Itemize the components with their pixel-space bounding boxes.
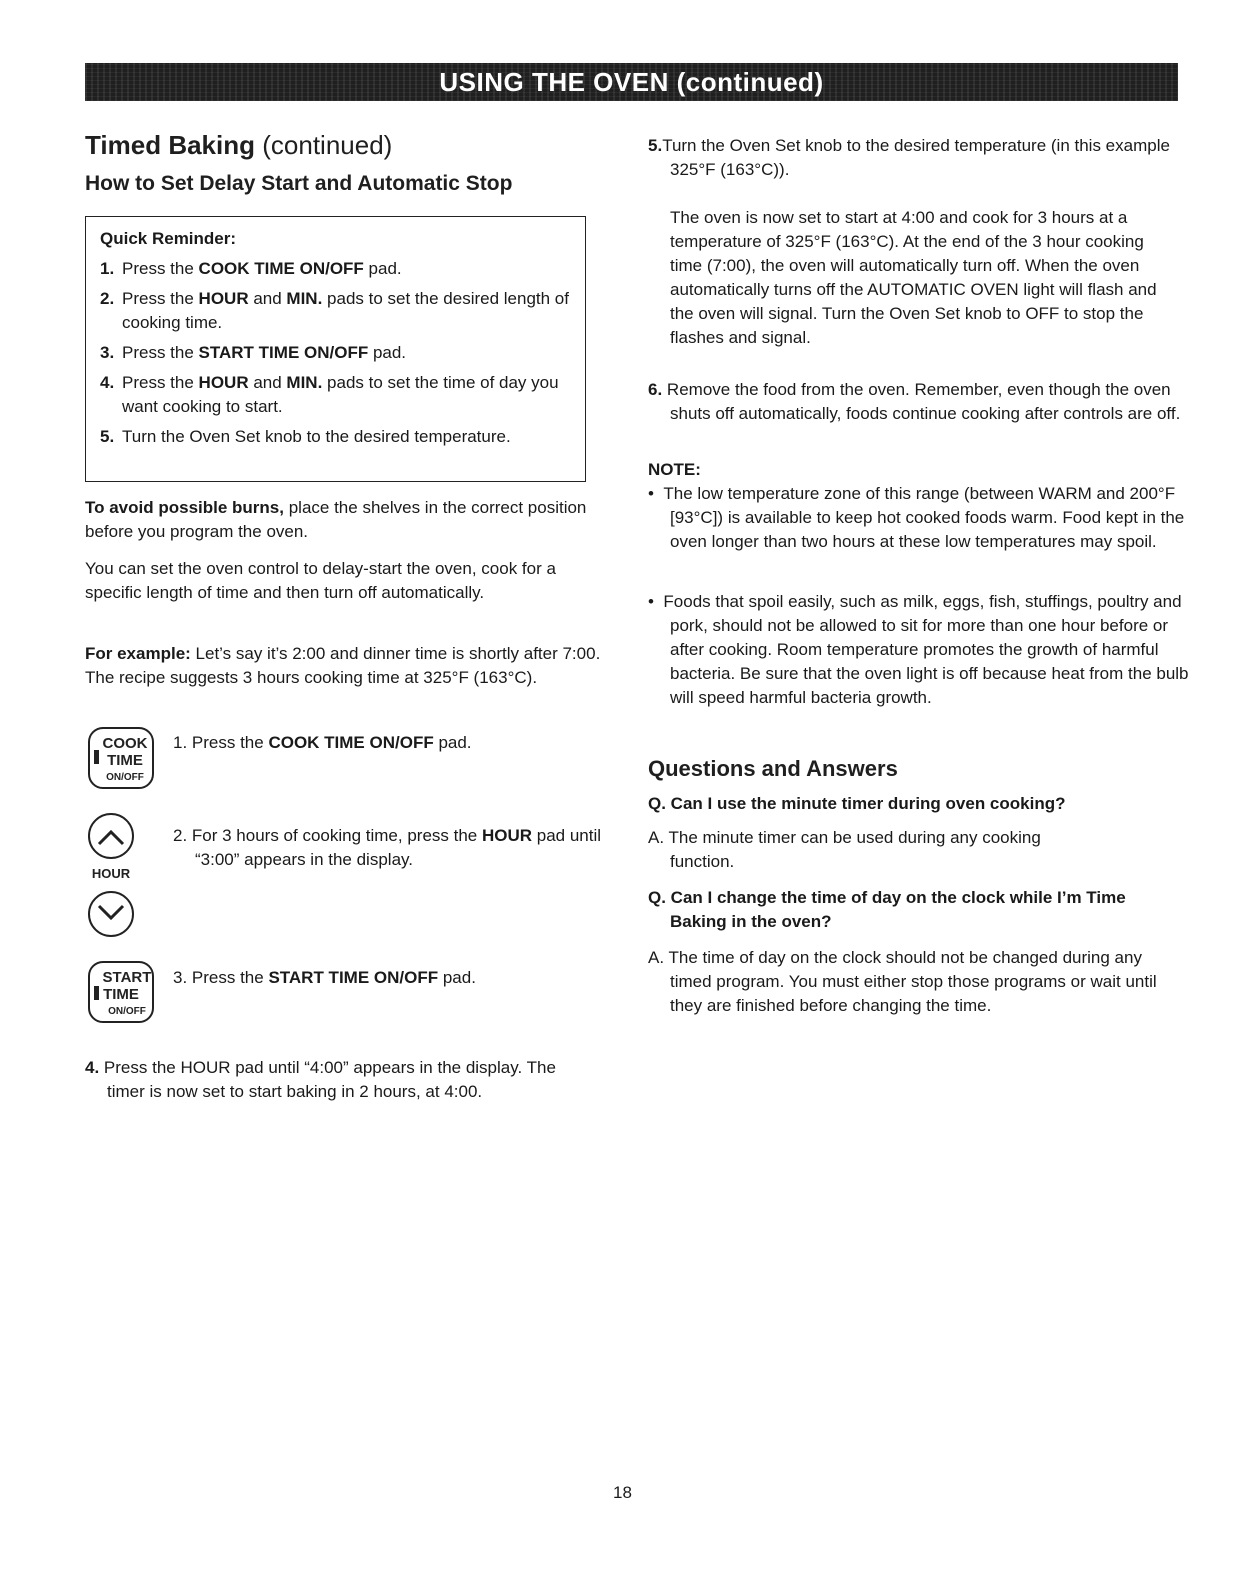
note-bullet: • The low temperature zone of this range (between WARM and 200°F [93°C]) is available to keep hot cooked foods warm. Food kept in the oven longer than two hours at these low temperatures may spoil. bbox=[648, 484, 1185, 551]
qa-title: Questions and Answers bbox=[648, 756, 898, 781]
start-line3: ON/OFF bbox=[108, 1006, 146, 1017]
page-number: 18 bbox=[613, 1483, 632, 1502]
reminder-step bbox=[100, 257, 571, 281]
step-5 bbox=[648, 134, 1180, 182]
page-title bbox=[85, 130, 392, 161]
step-text: Press the START TIME ON/OFF pad. bbox=[122, 343, 407, 362]
step-6-number: 6. bbox=[648, 380, 663, 399]
chevron-down-icon bbox=[99, 906, 123, 918]
step-number: 4. bbox=[100, 373, 115, 392]
chevron-up-icon bbox=[99, 832, 123, 844]
step-1: 1. Press the COOK TIME ON/OFF pad. bbox=[173, 733, 472, 752]
reminder-step bbox=[100, 371, 571, 419]
section-banner bbox=[85, 63, 1178, 101]
start-line2: TIME bbox=[103, 986, 139, 1003]
step-2: 2. For 3 hours of cooking time, press the HOUR pad until “3:00” appears in the display. bbox=[173, 826, 602, 869]
step-number: 1. bbox=[100, 259, 115, 278]
note-bullet-text: The low temperature zone of this range (between WARM and 200°F [93°C]) is available to keep hot cooked foods warm. Food kept in the oven longer than two hours at these low temperatures may spoil. bbox=[663, 484, 1185, 551]
question-1: Q. Can I use the minute timer during oven cooking? bbox=[648, 794, 1066, 813]
cook-line2: TIME bbox=[107, 752, 143, 769]
step-text: Press the HOUR and MIN. pads to set the desired length of cooking time. bbox=[122, 289, 569, 332]
step-number: 2. bbox=[100, 289, 115, 308]
step-text: Press the COOK TIME ON/OFF pad. bbox=[122, 259, 402, 278]
hour-up-circle bbox=[89, 814, 133, 858]
reminder-step bbox=[100, 287, 571, 335]
example-label: For example: bbox=[85, 644, 191, 663]
step-5-text: Turn the Oven Set knob to the desired temperature (in this example 325°F (163°C)). bbox=[662, 136, 1170, 179]
step-4 bbox=[85, 1056, 557, 1104]
delay-paragraph: You can set the oven control to delay-start the oven, cook for a specific length of time and then turn off automatically. bbox=[85, 559, 556, 602]
step-number: 3. bbox=[100, 343, 115, 362]
step-6-text: Remove the food from the oven. Remember, even though the oven shuts off automatically, foods continue cooking after controls are off. bbox=[666, 380, 1181, 423]
banner-title: USING THE OVEN (continued) bbox=[439, 66, 824, 97]
title-text: Timed Baking bbox=[85, 130, 256, 160]
cook-line3: ON/OFF bbox=[106, 772, 144, 783]
section-subtitle: How to Set Delay Start and Automatic Stop bbox=[85, 172, 513, 195]
question-2: Q. Can I change the time of day on the clock while I’m Time Baking in the oven? bbox=[648, 888, 1126, 931]
burns-warning: To avoid possible burns, bbox=[85, 498, 284, 517]
reminder-step bbox=[100, 425, 571, 449]
example-text: Let’s say it’s 2:00 and dinner time is shortly after 7:00. The recipe suggests 3 hours cooking time at 325°F (163°C). bbox=[85, 644, 601, 687]
note-title: NOTE: bbox=[648, 460, 701, 479]
hour-label: HOUR bbox=[91, 866, 131, 881]
start-line1: START bbox=[102, 969, 152, 986]
quick-reminder-box bbox=[85, 216, 586, 482]
step-4-number: 4. bbox=[85, 1058, 100, 1077]
burns-text: place the shelves in the correct position before you program the oven. bbox=[85, 498, 587, 541]
start-time-pad-icon bbox=[85, 958, 157, 1026]
reminder-step bbox=[100, 341, 571, 365]
note-bullet: • Foods that spoil easily, such as milk, eggs, fish, stuffings, poultry and pork, should not be allowed to sit for more than one hour before or after cooking. Room temperature promotes the growth of harmful bacteria. Be sure that the oven light is off because heat from the bulb will speed harmful bacteria growth. bbox=[648, 592, 1189, 707]
reminder-title: Quick Reminder: bbox=[100, 229, 237, 248]
step-5-number: 5. bbox=[648, 136, 663, 155]
step-6 bbox=[648, 378, 1200, 426]
cook-line1: COOK bbox=[102, 735, 148, 752]
example-paragraph bbox=[85, 642, 610, 690]
step-text: Turn the Oven Set knob to the desired temperature. bbox=[122, 427, 511, 446]
step-3: 3. Press the START TIME ON/OFF pad. bbox=[173, 968, 476, 987]
note-bullet-text: Foods that spoil easily, such as milk, eggs, fish, stuffings, poultry and pork, should not be allowed to sit for more than one hour before or after cooking. Room temperature promotes the growth of harmful bacteria. Be sure that the oven light is off because heat from the bulb will speed harmful bacteria growth. bbox=[663, 592, 1189, 707]
hour-pad-icon bbox=[85, 812, 157, 944]
cook-time-pad-icon bbox=[85, 724, 157, 792]
title-suffix: (continued) bbox=[262, 130, 393, 160]
step-5-detail: The oven is now set to start at 4:00 and cook for 3 hours at a temperature of 325°F (163°C). At the end of the 3 hour cooking time (7:00), the oven will automatically turn off. When the oven automatically turns off the AUTOMATIC OVEN light will flash and the oven will signal. Turn the Oven Set knob to OFF to stop the flashes and signal. bbox=[670, 208, 1157, 347]
answer-2: A. The time of day on the clock should not be changed during any timed program. You must either stop those programs or wait until they are finished before changing the time. bbox=[648, 948, 1157, 1015]
burns-paragraph bbox=[85, 496, 610, 544]
step-4-text: Press the HOUR pad until “4:00” appears in the display. The timer is now set to start baking in 2 hours, at 4:00. bbox=[103, 1058, 556, 1101]
hour-down-circle bbox=[89, 892, 133, 936]
step-number: 5. bbox=[100, 427, 115, 446]
step-text: Press the HOUR and MIN. pads to set the time of day you want cooking to start. bbox=[122, 373, 559, 416]
answer-1: A. The minute timer can be used during any cooking function. bbox=[648, 828, 1041, 871]
